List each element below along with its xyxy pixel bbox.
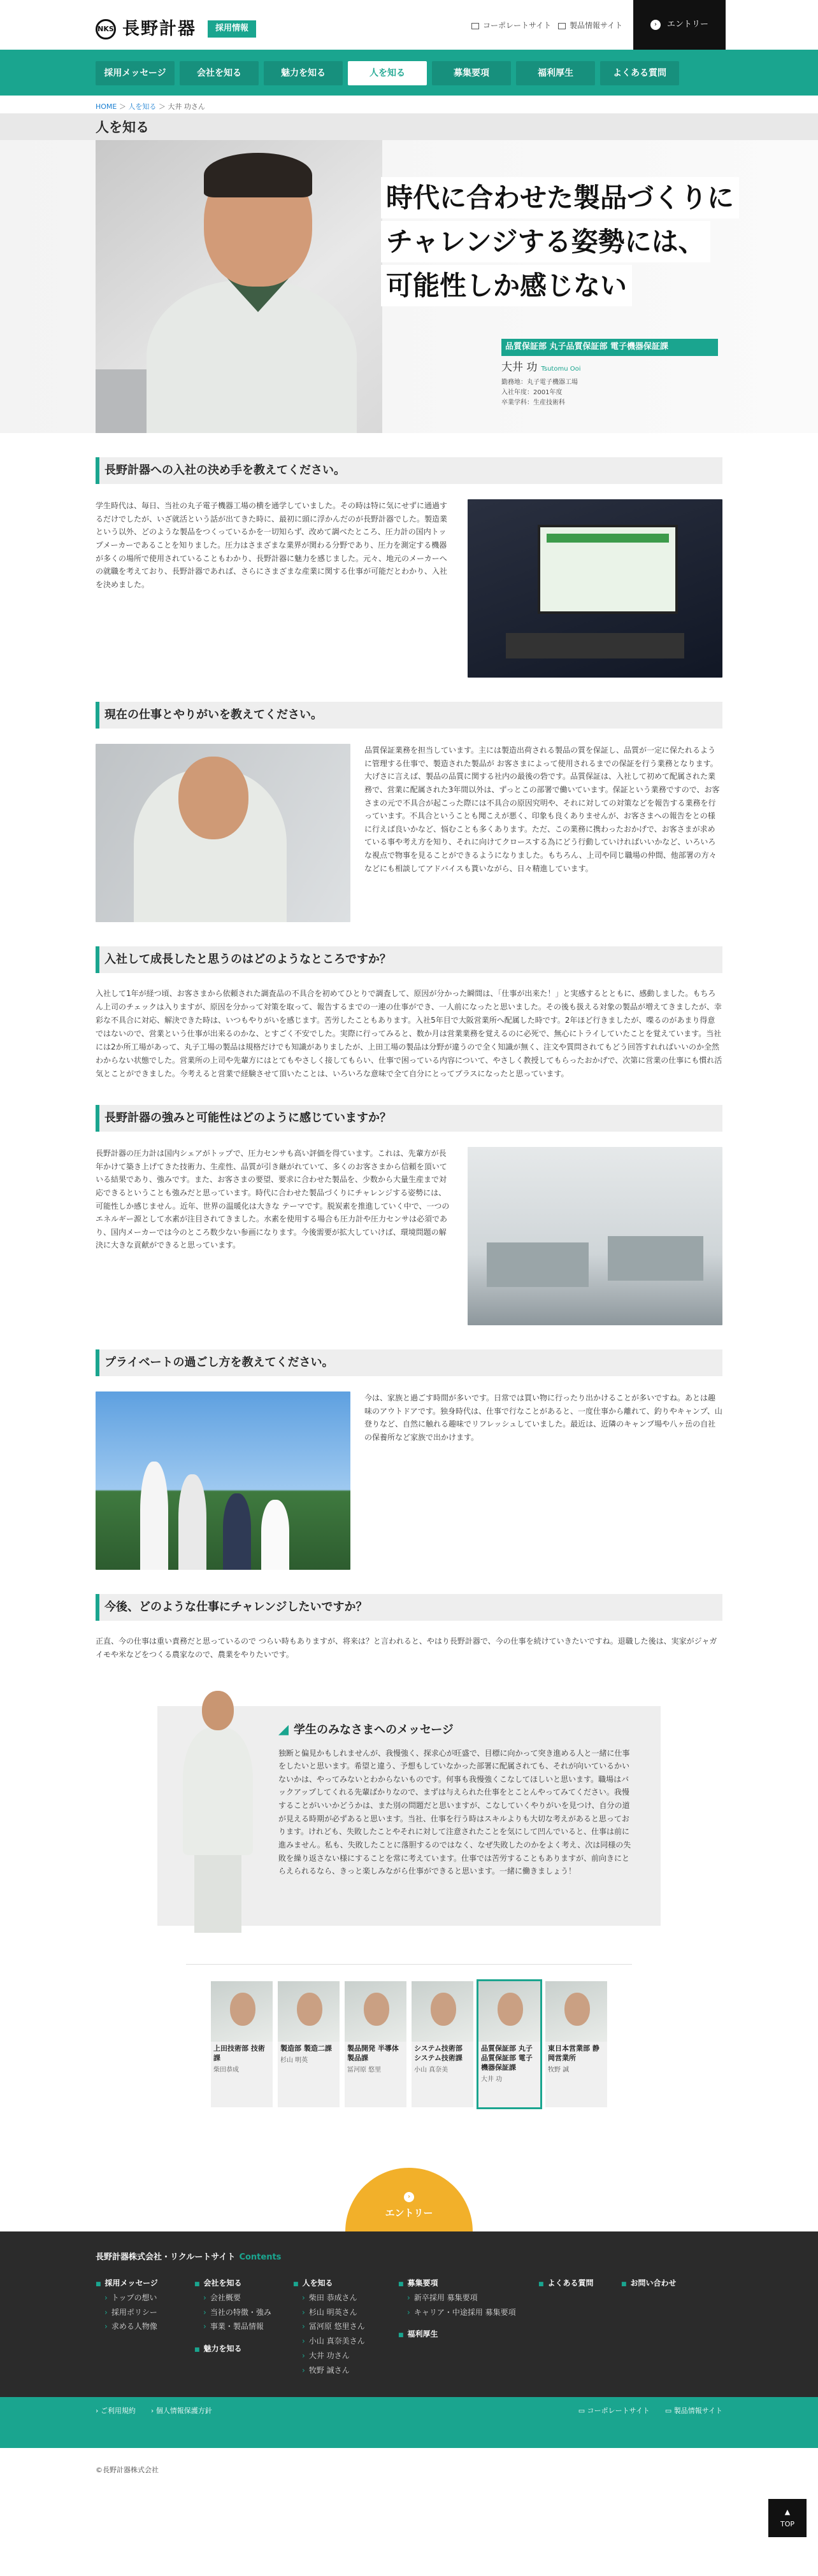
site-header: [0, 0, 818, 50]
qa-section: [96, 1081, 722, 1325]
qa-section: [96, 1325, 722, 1570]
copyright: ©長野計器株式会社: [96, 2466, 159, 2474]
qa-section: [96, 922, 722, 1081]
staff-photo: [345, 1981, 406, 2042]
staff-photo: [278, 1981, 340, 2042]
office-photo: [468, 1147, 722, 1325]
staff-dept: 製品開発 半導体製品課: [347, 2044, 399, 2062]
question-heading: プライベートの過ごし方を教えてください。: [96, 1349, 722, 1376]
hero-photo: [96, 140, 382, 433]
logo[interactable]: [96, 14, 256, 44]
message-box: [157, 1706, 661, 1926]
staff-photo: [412, 1981, 473, 2042]
footer-link[interactable]: › 大井 功さん: [293, 2349, 365, 2363]
staff-photo: [545, 1981, 607, 2042]
corporate-site-link[interactable]: [471, 19, 551, 32]
footer-col-message: [96, 2276, 158, 2334]
chevron-up-icon: ▲: [784, 2507, 791, 2516]
footer-link[interactable]: › 柴田 恭成さん: [293, 2291, 365, 2305]
footer-link[interactable]: › 採用ポリシー: [96, 2305, 158, 2320]
qa-section: [96, 678, 722, 922]
footer-link[interactable]: ■ 募集要項: [398, 2276, 516, 2291]
staff-list: [0, 1981, 818, 2107]
footer-product-label: 製品情報サイト: [673, 2407, 722, 2415]
staff-photo: [211, 1981, 273, 2042]
footer-site-name: 長野計器株式会社・リクルートサイト: [96, 2252, 236, 2262]
employee-join-year: 入社年度：2001年度: [501, 388, 563, 396]
entry-label: エントリー: [666, 19, 708, 29]
staff-name: 大井 功: [481, 2075, 503, 2083]
staff-card[interactable]: [345, 1981, 406, 2107]
staff-card[interactable]: [211, 1981, 273, 2107]
question-heading: 入社して成長したと思うのはどのようなところですか？: [96, 946, 722, 973]
breadcrumb-sep: ＞: [117, 103, 129, 111]
footer-link[interactable]: ■ お問い合わせ: [621, 2276, 677, 2291]
footer-link[interactable]: › キャリア・中途採用 募集要項: [398, 2305, 516, 2320]
question-heading: 長野計器への入社の決め手を教えてください。: [96, 457, 722, 484]
staff-name: 小山 真奈美: [414, 2066, 448, 2074]
work-monitor-photo: [468, 499, 722, 678]
footer-link[interactable]: ■ 福利厚生: [398, 2327, 516, 2342]
catch-line: チャレンジする姿勢には、: [381, 221, 710, 262]
arrow-right-icon: ›: [404, 2192, 414, 2202]
breadcrumb-sep: ＞: [156, 103, 168, 111]
nav-item-appeal[interactable]: 魅力を知る: [264, 61, 343, 85]
brand-name: 長野計器: [122, 19, 196, 39]
employee-name-en: Tsutomu Ooi: [541, 365, 581, 373]
footer-link[interactable]: ■ 採用メッセージ: [96, 2276, 158, 2291]
back-to-top-label: TOP: [780, 2520, 794, 2528]
footer-col-company: [194, 2276, 271, 2356]
answer-text: 長野計器の圧力計は国内シェアがトップで、圧力センサも高い評価を得ています。これは、先輩方が長年かけて築き上げてきた技術力、生産性、品質が引き継がれていて、多くのお客さまから信頼を頂いている結果であり、強みです。また、お客さまの要望、要求に合わせた製品を、少数から大量生産まで対応できるということも強みだと思っています。時代に合わせた製品づくりにチャレンジする姿勢には、可能性しか感じません。近年、世界の温暖化は大きな テーマです。脱炭素を推進していく中で、一つのエネルギー源として水素が注目されてきました。水素を使用する場合も圧力計や圧力センサは必須であり、国内メーカーでは今のところ数少ない参画になります。今後需要が拡大していけば、環境問題の解決に大きな貢献ができると思っています。: [96, 1149, 450, 1250]
hero: [0, 140, 818, 433]
staff-name: 杉山 明英: [280, 2056, 308, 2064]
footer-link[interactable]: › トップの想い: [96, 2291, 158, 2305]
footer-site-title: [96, 2251, 281, 2265]
staff-card-current[interactable]: [478, 1981, 540, 2107]
triangle-icon: [278, 1725, 289, 1735]
footer-link[interactable]: › 小山 真奈美さん: [293, 2334, 365, 2349]
message-title-text: 学生のみなさまへのメッセージ: [294, 1723, 454, 1737]
footer-link[interactable]: ■ 会社を知る: [194, 2276, 271, 2291]
family-photo: [96, 1391, 350, 1570]
privacy-link[interactable]: › 個人情報保護方針: [150, 2407, 212, 2415]
nav-item-faq[interactable]: よくある質問: [600, 61, 679, 85]
page-title: 人を知る: [0, 113, 818, 140]
staff-dept: 品質保証部 丸子品質保証部 電子機器保証課: [481, 2044, 533, 2072]
footer-bar: [0, 2397, 818, 2448]
arrow-right-icon: ›: [650, 20, 661, 30]
employee-name: [501, 359, 718, 378]
employee-meta: [501, 378, 718, 408]
question-heading: 長野計器の強みと可能性はどのように感じていますか？: [96, 1105, 722, 1132]
product-site-link[interactable]: [558, 19, 622, 32]
answer-text: 学生時代は、毎日、当社の丸子電子機器工場の横を通学していました。その時は特に気にせずに通過するだけでしたが、いざ就活という話が出てきた時に、最初に頭に浮かんだのが長野計器でした。製造業という以外、どのような製品をつくっているかを一切知らず、改めて調べたところ、圧力計の国内トップメーカーであることを知りました。圧力はさまざまな業界が関わる分野であり、圧力を測定する機器が多くの場所で使用されていることもわかり、長野計器に魅力を感じました。元々、地元のメーカーへの就職を考えており、長野計器であれば、さらにさまざまな産業に関する仕事が可能だとわかり、入社を決めました。: [96, 501, 448, 589]
external-window-icon: [471, 23, 479, 29]
corporate-site-label: コーポレートサイト: [483, 21, 552, 30]
footer-sitemap: [0, 2231, 818, 2397]
staff-dept: システム技術部 システム技術課: [414, 2044, 463, 2062]
global-nav: [0, 50, 818, 96]
nav-item-message[interactable]: 採用メッセージ: [96, 61, 175, 85]
qa-section: [96, 433, 722, 678]
answer-text: 今は、家族と過ごす時間が多いです。日常では買い物に行ったり出かけることが多いですね。あとは趣味のアウトドアです。独身時代は、仕事で行なことがあると、一度仕事から離れて、釣りやキャンプ、山登りなど、自然に触れる趣味でリフレッシュしていました。最近は、近隣のキャンプ場や八ヶ岳の自社の保養所など家族で出かけます。: [364, 1393, 722, 1442]
footer-product-link[interactable]: ▭ 製品情報サイト: [664, 2407, 722, 2415]
footer-link[interactable]: ■ 人を知る: [293, 2276, 365, 2291]
employee-fullbody-photo: [176, 1691, 259, 1933]
nav-item-people[interactable]: 人を知る: [348, 61, 427, 85]
footer-corporate-link[interactable]: ▭ コーポレートサイト: [578, 2407, 650, 2415]
hero-catchcopy: [381, 177, 739, 309]
catch-line: 時代に合わせた製品づくりに: [381, 177, 739, 218]
staff-name: 牧野 誠: [548, 2066, 570, 2074]
footer-col-requirements: [398, 2276, 516, 2342]
footer-link[interactable]: › 牧野 誠さん: [293, 2363, 365, 2378]
recruit-badge: 採用情報: [208, 20, 256, 38]
staff-name: 冨河原 悠里: [347, 2066, 382, 2074]
staff-card[interactable]: [545, 1981, 607, 2107]
footer-site-tag: Contents: [239, 2252, 282, 2262]
employee-name-jp: 大井 功: [501, 360, 538, 374]
footer-link[interactable]: › 冨河原 悠里さん: [293, 2319, 365, 2334]
external-window-icon: [558, 23, 566, 29]
staff-name: 柴田恭成: [213, 2066, 239, 2074]
footer-link[interactable]: › 事業・製品情報: [194, 2319, 271, 2334]
answer-text: 正直、今の仕事は重い責務だと思っているので つらい時もありますが、将来は？と言われると、やはり長野計器で、今の仕事を続けていきたいですね。退職した後は、実家がジャガイモや米などをつくる農家なので、農業をやりたいです。: [96, 1637, 717, 1659]
breadcrumb-home[interactable]: HOME: [96, 103, 117, 111]
staff-dept: 製造部 製造二課: [280, 2044, 332, 2053]
answer-text: 品質保証業務を担当しています。主には製造出荷される製品の質を保証し、品質が一定に保たれるように管理する仕事で、製造された製品が お客さまによって使用されるまでの保証を行う業務となります。大げさに言えば、製品の品質に関する社内の最後の砦です。品質保証は、入社して初めて配属された業務で、営業に配属された3年間以外は、ずっとこの部署で働いています。保証という業務ですので、お客さまの元で不具合が起こった際には不具合の原因究明や、それに対しての対策などを報告する業務を行っています。不具合ということも聞こえが悪く、印象も良くありませんが、お客さまへの報告をとの様に行えば良いかなど、悩むことも多くあります。ただ、この業務に携わったおかげで、お客さまが求めている事や考え方を知り、それに向けてクロースする為にどう行動していければいいかなど、いろいろな視点で物事を見ることができるようになりました。もちろん、上司や同じ職場の仲間、他部署の方々などにも相談してアドバイスも貰いながら、日々精進しています。: [364, 746, 720, 873]
answer-text: 入社して1年が経つ頃、お客さまから依頼された調査品の不具合を初めてひとりで調査して、原因が分かった瞬間は、「仕事が出来た！」と実感するとともに、感動しました。もちろん上司のチェックは入りますが、原因を分かって対策を取って、報告するまでの一連の仕事ができ、一人前になったと思いました。その後も扱える対象の製品が増えてきましたが、幸彩な不具合に対応、解決できた時は、いつもやりがいを感じます。苦労したこともあります。入社5年目で大阪営業所へ配属した時です。2年ほど行きましたが、喋るのがあまり得意ではないので、営業という仕事が出来るのかな、とすごく不安でした。実際に行ってみると、数か月は営業業務を覚えるのに必死で、無心にトライしていたことを覚えています。当社には2か所工場があって、丸子工場の製品は規格だけでも知識がありましたが、上田工場の製品は分野が違うので全く知識が無く、注文や質問されてもどう回答すれればいいのか全然わからない状態でした。営業所の上司や先輩方にはとてもやさしく接してもらい、仕事で困っている内容について、やさしく教授してもらったおかげで、次第に営業の仕事にも慣れ活気とことができました。今考えると営業で経験させて頂いたことは、いろいろな意味で全て自分にとってプラスになったと思っています。: [96, 989, 722, 1078]
entry-big-label: エントリー: [385, 2207, 433, 2219]
footer-link[interactable]: › 当社の特徴・強み: [194, 2305, 271, 2320]
back-to-top-button[interactable]: [768, 2499, 807, 2537]
product-site-label: 製品情報サイト: [570, 21, 623, 30]
copyright-area: [0, 2448, 818, 2537]
divider: [186, 1964, 632, 1965]
footer-link[interactable]: › 求める人物像: [96, 2319, 158, 2334]
nav-item-benefits[interactable]: 福利厚生: [516, 61, 595, 85]
breadcrumb: [0, 96, 818, 113]
entry-button[interactable]: [633, 0, 726, 50]
footer-col-faq: [538, 2276, 594, 2291]
nav-item-requirements[interactable]: 募集要項: [432, 61, 511, 85]
employee-workplace: 勤務地：丸子電子機器工場: [501, 378, 578, 386]
message-title: [278, 1720, 635, 1740]
qa-section: [96, 1570, 722, 1662]
phone-call-photo: [96, 744, 350, 922]
footer-link[interactable]: › 会社概要: [194, 2291, 271, 2305]
staff-dept: 上田技術部 技術課: [213, 2044, 265, 2062]
logo-mark-icon: NKS: [96, 19, 116, 39]
footer-link[interactable]: › 杉山 明英さん: [293, 2305, 365, 2320]
breadcrumb-parent[interactable]: 人を知る: [128, 103, 157, 111]
nav-item-company[interactable]: 会社を知る: [180, 61, 259, 85]
employee-dept: 品質保証部 丸子品質保証部 電子機器保証課: [501, 339, 718, 356]
catch-line: 可能性しか感じない: [381, 265, 632, 306]
footer-col-contact: [621, 2276, 677, 2291]
entry-big-button[interactable]: [345, 2168, 473, 2231]
footer-corporate-label: コーポレートサイト: [587, 2407, 650, 2415]
privacy-label: 個人情報保護方針: [155, 2407, 212, 2415]
terms-link[interactable]: › ご利用規約: [96, 2407, 136, 2415]
breadcrumb-current: 大井 功さん: [168, 103, 205, 111]
footer-col-people: [293, 2276, 365, 2378]
question-heading: 今後、どのような仕事にチャレンジしたいですか？: [96, 1594, 722, 1621]
employee-profile: [501, 339, 718, 408]
footer-link[interactable]: › 新卒採用 募集要項: [398, 2291, 516, 2305]
terms-label: ご利用規約: [100, 2407, 136, 2415]
staff-dept: 東日本営業部 静岡営業所: [548, 2044, 599, 2062]
staff-card[interactable]: [412, 1981, 473, 2107]
staff-photo: [478, 1981, 540, 2042]
question-heading: 現在の仕事とやりがいを教えてください。: [96, 702, 722, 729]
message-body: 独断と偏見かもしれませんが、我慢強く、探求心が旺盛で、目標に向かって突き進める人と一緒に仕事をしたいと思います。希望と違う、予想もしていなかった部署に配属されても、それが向いているかいないかは、やってみないとわからないものです。何事も我慢強くこなしてほしいと思います。職場はバックアップしてくれる先輩ばかりなので、まずは与えられた仕事をとことんやってみてください。我慢することがいいかどうかは、また別の問題だと思いますが、こなしていくやりがいを見つけ、自分の道が見える時期が必ずあると思います。当社、仕事を行う時はスキルよりも大切な考えがあると思っております。けれども、失敗したことやそれに対して注意されたことを気にして凹んでいると、仕事は前に進みません。私も、失敗したことに落胆するのではなく、なぜ失敗したのかをよく考え、次は同様の失敗を繰り返さない様にすることを常に考えています。仕事では苦労することもありますが、前向きにとらえられるなら、きっと楽しみながら仕事ができると思います。一緒に働きましょう！: [278, 1748, 631, 1876]
employee-major: 卒業学科：生産技術科: [501, 399, 565, 406]
staff-card[interactable]: [278, 1981, 340, 2107]
footer-link[interactable]: ■ よくある質問: [538, 2276, 594, 2291]
footer-link[interactable]: ■ 魅力を知る: [194, 2342, 271, 2356]
